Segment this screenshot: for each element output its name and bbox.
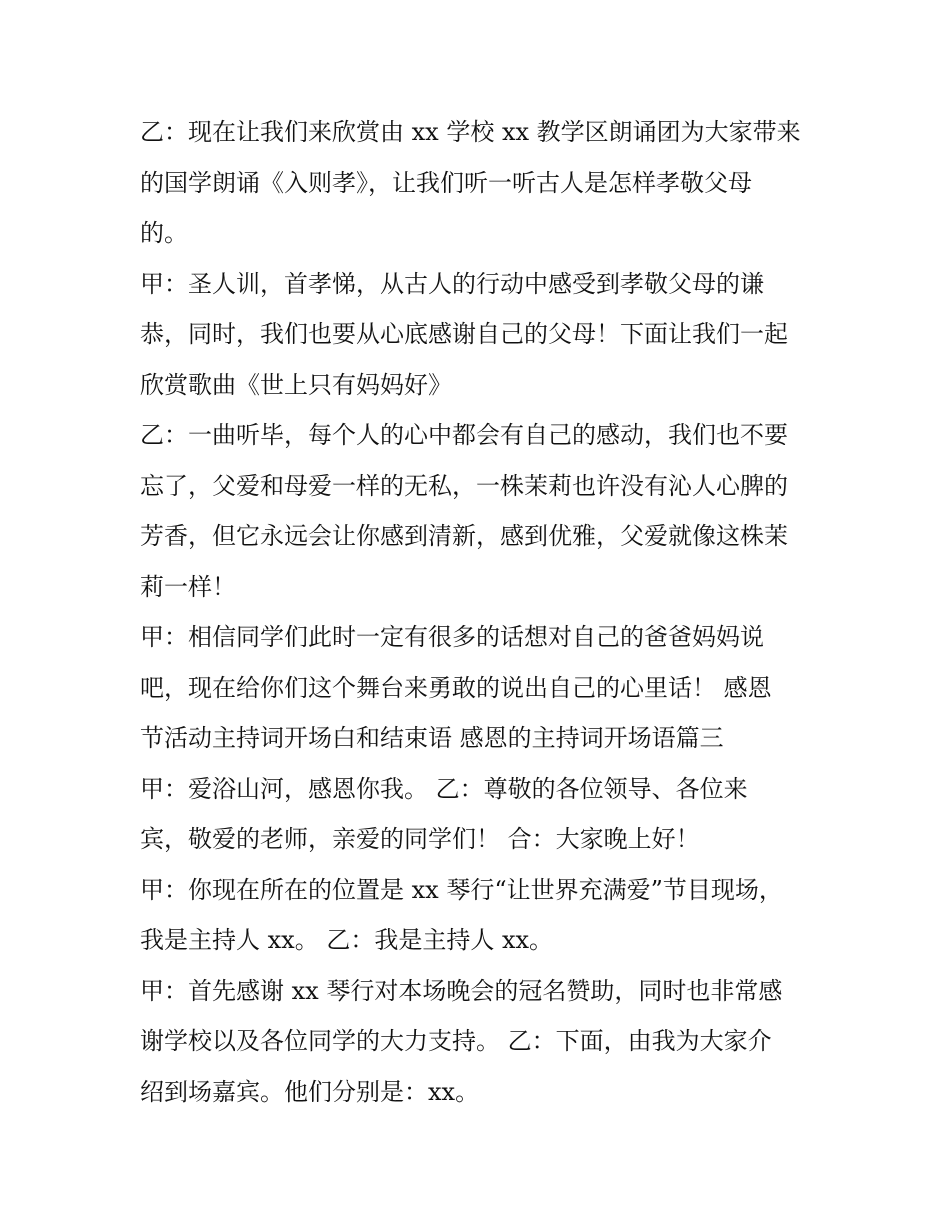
document-body: [140, 107, 820, 1117]
text-line: 甲：你现在所在的位置是 xx 琴行“让世界充满爱”节目现场，: [140, 875, 783, 904]
text-line: 甲：首先感谢 xx 琴行对本场晚会的冠名赞助，同时也非常感: [140, 976, 783, 1005]
text-line: 甲：圣人训，首孝悌，从古人的行动中感受到孝敬父母的谦: [140, 269, 764, 298]
text-line: 忘了，父爱和母爱一样的无私，一株茉莉也许没有沁人心脾的: [140, 471, 788, 500]
text-line: 芳香，但它永远会让你感到清新，感到优雅，父爱就像这株茉: [140, 522, 788, 550]
text-line: 吧，现在给你们这个舞台来勇敢的说出自己的心里话！ 感恩: [140, 673, 772, 702]
text-line: 欣赏歌曲《世上只有妈妈好》: [140, 370, 452, 399]
text-line: 绍到场嘉宾。他们分别是：xx。: [140, 1077, 480, 1106]
text-line: 甲：爱浴山河，感恩你我。 乙：尊敬的各位领导、各位来: [140, 774, 748, 803]
text-line: 谢学校以及各位同学的大力支持。 乙：下面，由我为大家介: [140, 1027, 772, 1055]
text-line: 甲：相信同学们此时一定有很多的话想对自己的爸爸妈妈说: [140, 623, 764, 651]
text-line: 乙：现在让我们来欣赏由 xx 学校 xx 教学区朗诵团为大家带来: [140, 118, 801, 146]
text-line: 宾，敬爱的老师，亲爱的同学们！ 合：大家晚上好！: [140, 825, 700, 853]
text-line: 节活动主持词开场白和结束语 感恩的主持词开场语篇三: [140, 724, 724, 752]
text-line: 恭，同时，我们也要从心底感谢自己的父母！下面让我们一起: [140, 320, 788, 348]
text-line: 莉一样！: [140, 572, 236, 601]
text-line: 的。: [140, 219, 188, 247]
text-line: 乙：一曲听毕，每个人的心中都会有自己的感动，我们也不要: [140, 421, 788, 449]
text-line: 的国学朗诵《入则孝》，让我们听一听古人是怎样孝敬父母: [140, 168, 752, 197]
text-line: 我是主持人 xx。 乙：我是主持人 xx。: [140, 926, 554, 954]
